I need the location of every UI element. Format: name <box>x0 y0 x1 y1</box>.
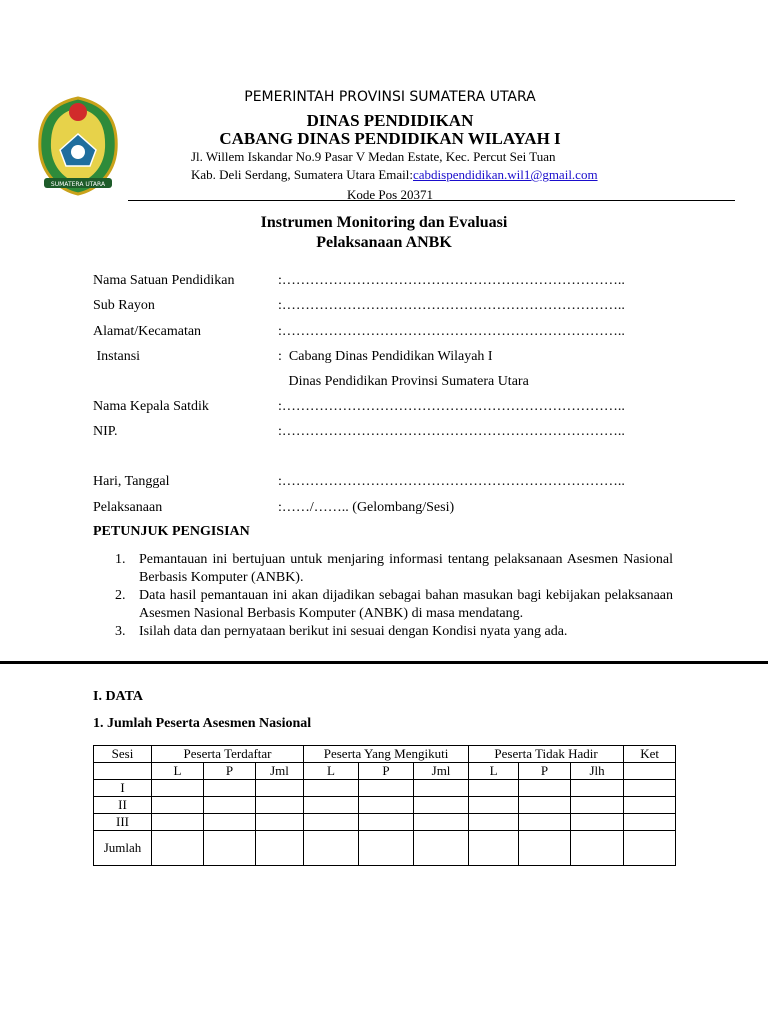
field-label: Pelaksanaan <box>93 500 163 515</box>
table-row <box>94 797 676 814</box>
table-cell[interactable] <box>204 831 256 866</box>
subheader-cell: L <box>152 763 204 780</box>
table-cell[interactable] <box>204 780 256 797</box>
table-cell[interactable] <box>414 780 469 797</box>
table-cell[interactable] <box>571 797 624 814</box>
field-label: Nama Satuan Pendidikan <box>93 273 235 288</box>
list-number: 3. <box>115 624 126 639</box>
table-cell[interactable] <box>304 814 359 831</box>
field-value: :……………………………………………………………….. <box>278 424 625 439</box>
row-label: III <box>94 814 152 831</box>
table-row-total <box>94 831 676 866</box>
table-cell[interactable] <box>624 780 676 797</box>
section-divider <box>0 661 768 664</box>
table-cell <box>624 763 676 780</box>
table-cell[interactable] <box>204 797 256 814</box>
list-item <box>93 587 673 623</box>
table-cell[interactable] <box>414 831 469 866</box>
table-cell[interactable] <box>152 780 204 797</box>
table-header-row <box>94 746 676 763</box>
participants-table <box>93 745 676 866</box>
table-cell[interactable] <box>624 831 676 866</box>
table-cell[interactable] <box>469 780 519 797</box>
field-value: :……………………………………………………………….. <box>278 324 625 339</box>
subheader-cell: L <box>469 763 519 780</box>
table-cell[interactable] <box>152 831 204 866</box>
table-row <box>94 814 676 831</box>
header-cell: Peserta Yang Mengikuti <box>304 746 469 763</box>
table-cell[interactable] <box>624 814 676 831</box>
field-value: Dinas Pendidikan Provinsi Sumatera Utara <box>278 374 529 389</box>
table-cell[interactable] <box>414 797 469 814</box>
row-label: II <box>94 797 152 814</box>
table-cell[interactable] <box>256 780 304 797</box>
list-number: 1. <box>115 552 126 567</box>
subheader-cell: P <box>519 763 571 780</box>
header-government: PEMERINTAH PROVINSI SUMATERA UTARA <box>244 89 536 105</box>
table-cell[interactable] <box>624 797 676 814</box>
header-postal: Kode Pos 20371 <box>347 187 433 202</box>
field-value: :……………………………………………………………….. <box>278 399 625 414</box>
table-cell[interactable] <box>152 814 204 831</box>
table-cell[interactable] <box>571 814 624 831</box>
header-branch: CABANG DINAS PENDIDIKAN WILAYAH I <box>219 129 561 148</box>
table-cell[interactable] <box>414 814 469 831</box>
field-label: Sub Rayon <box>93 298 155 313</box>
header-divider <box>128 200 735 201</box>
field-label: Alamat/Kecamatan <box>93 324 202 339</box>
address-prefix: Kab. Deli Serdang, Sumatera Utara Email: <box>191 167 414 182</box>
section-subheading: 1. Jumlah Peserta Asesmen Nasional <box>93 716 312 731</box>
row-label: I <box>94 780 152 797</box>
table-cell[interactable] <box>571 780 624 797</box>
table-cell[interactable] <box>359 831 414 866</box>
table-cell[interactable] <box>359 797 414 814</box>
header-cell: Peserta Tidak Hadir <box>469 746 624 763</box>
subheader-cell: Jml <box>256 763 304 780</box>
subheader-cell: L <box>304 763 359 780</box>
section-heading: I. DATA <box>93 689 144 704</box>
field-label: NIP. <box>93 424 118 439</box>
document-subtitle: Pelaksanaan ANBK <box>316 234 452 251</box>
subheader-cell: P <box>204 763 256 780</box>
table-cell[interactable] <box>519 780 571 797</box>
field-value: :……………………………………………………………….. <box>278 474 625 489</box>
table-cell[interactable] <box>469 814 519 831</box>
subheader-cell: Jml <box>414 763 469 780</box>
header-cell: Sesi <box>94 746 152 763</box>
table-cell[interactable] <box>359 814 414 831</box>
table-cell[interactable] <box>256 831 304 866</box>
table-cell[interactable] <box>256 814 304 831</box>
table-cell[interactable] <box>359 780 414 797</box>
table-cell[interactable] <box>304 831 359 866</box>
table-cell[interactable] <box>469 831 519 866</box>
list-number: 2. <box>115 588 126 603</box>
list-text: Data hasil pemantauan ini akan dijadikan sebagai bahan masukan bagi kebijakan pelaksanaan Asesmen Nasional Berbasis Komputer (ANBK) di masa mendatang. <box>139 588 673 621</box>
field-value: :……/…….. (Gelombang/Sesi) <box>278 500 455 515</box>
field-value: :……………………………………………………………….. <box>278 298 625 313</box>
instructions-list <box>93 551 673 641</box>
table-cell[interactable] <box>304 797 359 814</box>
table-row <box>94 780 676 797</box>
list-text: Pemantauan ini bertujuan untuk menjaring informasi tentang pelaksanaan Asesmen Nasional Berbasis Komputer (ANBK). <box>139 552 673 585</box>
table-cell <box>94 763 152 780</box>
table-cell[interactable] <box>152 797 204 814</box>
field-label: Instansi <box>93 349 141 364</box>
header-address: Jl. Willem Iskandar No.9 Pasar V Medan Estate, Kec. Percut Sei Tuan <box>191 149 556 164</box>
table-cell[interactable] <box>304 780 359 797</box>
list-item <box>93 623 673 641</box>
field-value: :……………………………………………………………….. <box>278 273 625 288</box>
field-label: Nama Kepala Satdik <box>93 399 209 414</box>
table-cell[interactable] <box>519 831 571 866</box>
svg-text:SUMATERA UTARA: SUMATERA UTARA <box>50 181 106 188</box>
header-cell: Peserta Terdaftar <box>152 746 304 763</box>
list-text: Isilah data dan pernyataan berikut ini sesuai dengan Kondisi nyata yang ada. <box>139 624 568 639</box>
subheader-cell: Jlh <box>571 763 624 780</box>
header-cell: Ket <box>624 746 676 763</box>
instructions-heading: PETUNJUK PENGISIAN <box>93 524 250 539</box>
table-cell[interactable] <box>204 814 256 831</box>
field-label: Hari, Tanggal <box>93 474 170 489</box>
table-cell[interactable] <box>519 797 571 814</box>
field-value: : Cabang Dinas Pendidikan Wilayah I <box>278 349 493 364</box>
row-label: Jumlah <box>94 831 152 866</box>
subheader-cell: P <box>359 763 414 780</box>
government-emblem <box>30 90 126 200</box>
document-title: Instrumen Monitoring dan Evaluasi <box>260 214 508 231</box>
table-subheader-row <box>94 763 676 780</box>
header-address-email <box>191 167 598 183</box>
list-item <box>93 551 673 587</box>
table-cell[interactable] <box>519 814 571 831</box>
table-cell[interactable] <box>571 831 624 866</box>
table-cell[interactable] <box>469 797 519 814</box>
email-link[interactable]: cabdispendidikan.wil1@gmail.com <box>413 167 598 182</box>
header-department: DINAS PENDIDIKAN <box>306 111 474 130</box>
table-cell[interactable] <box>256 797 304 814</box>
